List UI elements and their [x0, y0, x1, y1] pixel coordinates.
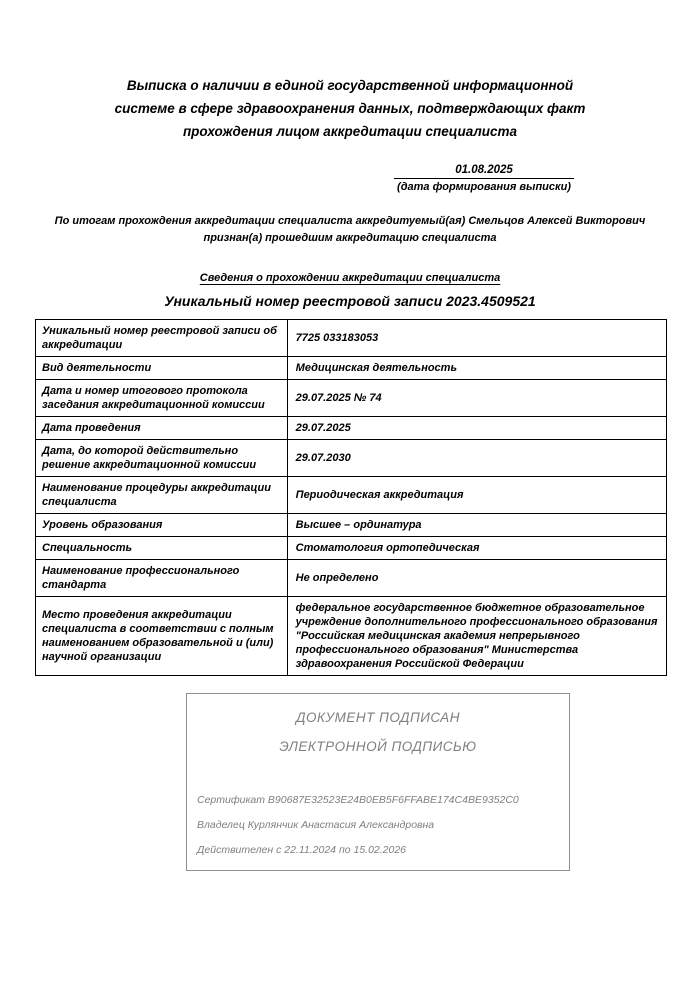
row-label: Дата и номер итогового протокола заседания аккредитационной комиссии: [36, 380, 288, 417]
table-row: [36, 597, 667, 676]
row-value: федеральное государственное бюджетное образовательное учреждение дополнительного профессионального образования "Российская медицинская академия непрерывного профессионального образования" Министерства здравоохранения Российской Федерации: [287, 597, 666, 676]
row-value: Стоматология ортопедическая: [287, 537, 666, 560]
table-row: [36, 440, 667, 477]
row-label: Специальность: [36, 537, 288, 560]
signature-owner: Владелец Курлянчик Анастасия Александровна: [197, 819, 435, 831]
row-label: Место проведения аккредитации специалиста в соответствии с полным наименованием образовательной и (или) научной организации: [36, 597, 288, 676]
signature-title-line2: ЭЛЕКТРОННОЙ ПОДПИСЬЮ: [279, 739, 477, 754]
row-value: Не определено: [287, 560, 666, 597]
table-row: [36, 514, 667, 537]
row-value: Медицинская деятельность: [287, 357, 666, 380]
row-value: 29.07.2025 № 74: [287, 380, 666, 417]
table-row: [36, 477, 667, 514]
accreditation-statement: По итогам прохождения аккредитации специалиста аккредитуемый(ая) Смельцов Алексей Викторович признан(а) прошедшим аккредитацию специалиста: [54, 215, 646, 244]
signature-box: [186, 693, 570, 871]
row-label: Вид деятельности: [36, 357, 288, 380]
row-label: Дата, до которой действительно решение аккредитационной комиссии: [36, 440, 288, 477]
signature-validity: Действителен с 22.11.2024 по 15.02.2026: [197, 844, 407, 856]
signature-certificate: Сертификат B90687E32523E24B0EB5F6FFABE174C4BE9352C0: [197, 794, 519, 806]
extract-date-caption: (дата формирования выписки): [397, 181, 571, 193]
accreditation-table: [35, 319, 667, 676]
row-label: Дата проведения: [36, 417, 288, 440]
row-value: 7725 033183053: [287, 320, 666, 357]
row-value: 29.07.2025: [287, 417, 666, 440]
row-label: Наименование процедуры аккредитации специалиста: [36, 477, 288, 514]
section-heading: Сведения о прохождении аккредитации специалиста: [199, 272, 501, 284]
table-row: [36, 357, 667, 380]
table-row: [36, 560, 667, 597]
row-label: Наименование профессионального стандарта: [36, 560, 288, 597]
row-value: Высшее – ординатура: [287, 514, 666, 537]
table-row: [36, 320, 667, 357]
row-value: 29.07.2030: [287, 440, 666, 477]
table-row: [36, 537, 667, 560]
row-label: Уровень образования: [36, 514, 288, 537]
extract-date-block: [394, 164, 574, 193]
table-row: [36, 380, 667, 417]
signature-title-line1: ДОКУМЕНТ ПОДПИСАН: [296, 710, 460, 725]
table-row: [36, 417, 667, 440]
row-label: Уникальный номер реестровой записи об аккредитации: [36, 320, 288, 357]
extract-date: 01.08.2025: [394, 164, 574, 179]
registry-number-line: Уникальный номер реестровой записи 2023.4509521: [164, 293, 536, 309]
row-value: Периодическая аккредитация: [287, 477, 666, 514]
document-title: Выписка о наличии в единой государственной информационной системе в сфере здравоохранения данных, подтверждающих факт прохождения лицом аккредитации специалиста: [114, 78, 586, 139]
